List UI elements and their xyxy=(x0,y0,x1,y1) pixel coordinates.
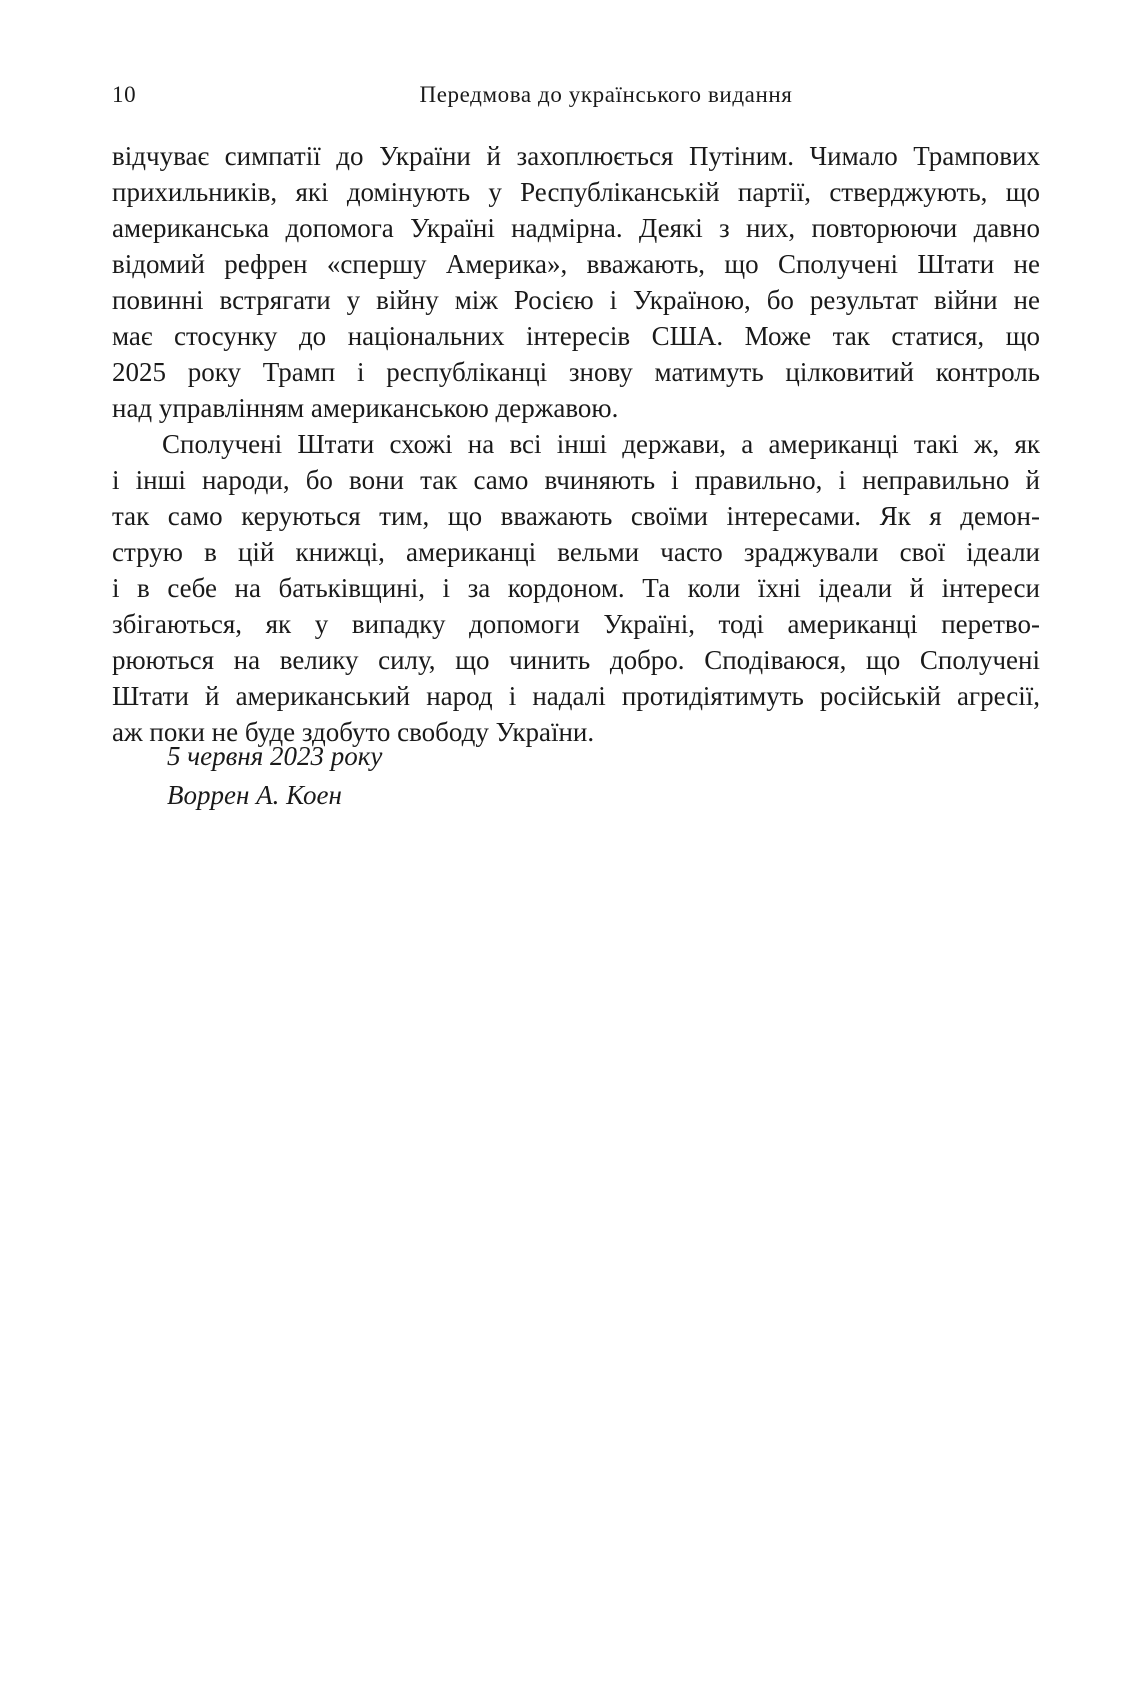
text-line: прихильників, які домінують у Республіканській партії, стверджують, що xyxy=(112,177,1040,207)
body-text xyxy=(112,138,1040,750)
paragraph-1 xyxy=(112,138,1040,426)
text-line: струю в цій книжці, американці вельми часто зраджували свої ідеали xyxy=(112,537,1040,567)
text-line: Штати й американський народ і надалі протидіятимуть російській агресії, xyxy=(112,681,1040,711)
text-line: так само керуються тим, що вважають своїми інтересами. Як я демон- xyxy=(112,501,1040,531)
signature-date: 5 червня 2023 року xyxy=(167,741,383,771)
text-line: повинні встрягати у війну між Росією і Україною, бо результат війни не xyxy=(112,285,1040,315)
text-line: рюються на велику силу, що чинить добро. Сподіваюся, що Сполучені xyxy=(112,645,1040,675)
text-line: збігаються, як у випадку допомоги Україні, тоді американці перетво- xyxy=(112,609,1040,639)
paragraph-2 xyxy=(112,426,1040,750)
signature-author: Воррен А. Коен xyxy=(167,780,342,810)
text-line: і в себе на батьківщині, і за кордоном. Та коли їхні ідеали й інтереси xyxy=(112,573,1040,603)
text-line: і інші народи, бо вони так само вчиняють і правильно, і неправильно й xyxy=(112,465,1040,495)
text-line: аж поки не буде здобуто свободу України. xyxy=(112,717,595,747)
running-head xyxy=(112,82,1040,116)
page-number: 10 xyxy=(112,82,137,107)
text-line: 2025 року Трамп і республіканці знову матимуть цілковитий контроль xyxy=(112,357,1040,387)
text-line: відомий рефрен «спершу Америка», вважають, що Сполучені Штати не xyxy=(112,249,1040,279)
signature-block xyxy=(167,737,382,815)
text-line: над управлінням американською державою. xyxy=(112,393,619,423)
text-line: Сполучені Штати схожі на всі інші держави, а американці такі ж, як xyxy=(162,429,1040,459)
text-line: має стосунку до національних інтересів США. Може так статися, що xyxy=(112,321,1040,351)
text-line: американська допомога Україні надмірна. Деякі з них, повторюючи давно xyxy=(112,213,1040,243)
running-title: Передмова до українського видання xyxy=(419,82,793,107)
text-line: відчуває симпатії до України й захоплюється Путіним. Чимало Трампових xyxy=(112,141,1040,171)
